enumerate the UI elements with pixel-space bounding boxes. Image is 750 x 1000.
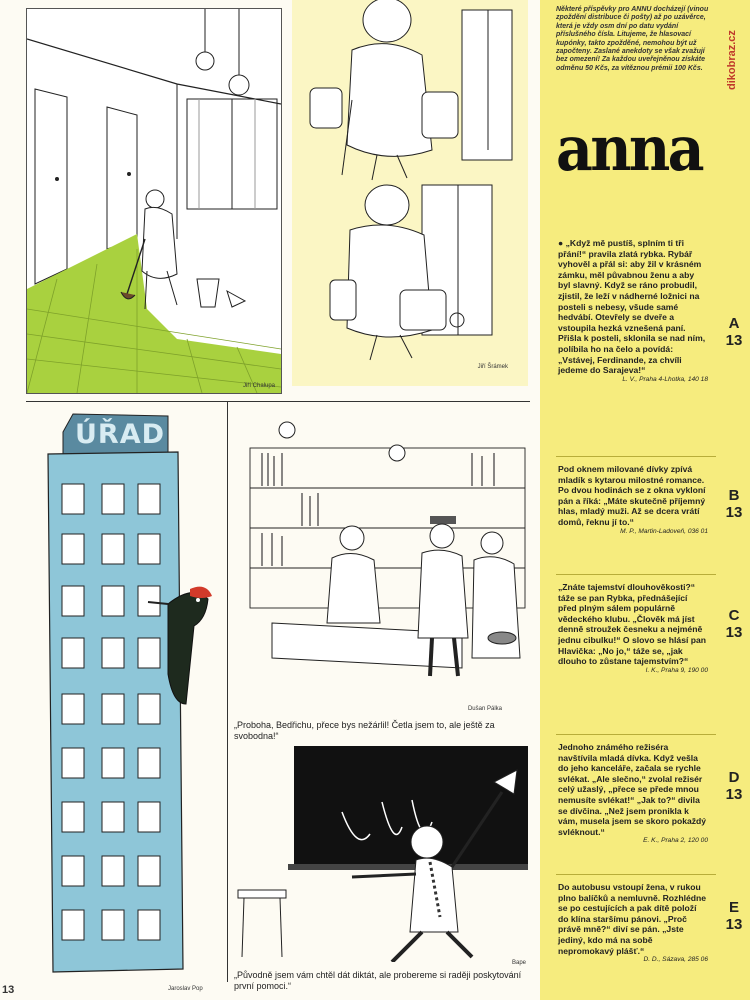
joke-text: ● „Když mě pustíš, splním ti tři přání!“ pravila zlatá rybka. Rybář vyhověl a přál si: aby žil v krásném zámku, měl půvabnou ženu a aby byl slavný. Když se ráno probudil, zjistil, že leží v nádherné ložnici na posteli s nebesy, všude samé hedvábí. Otevřely se dveře a vstoupila hezká vznešená paní. Přišla k posteli, sklonila se nad ním, políbila ho na čelo a povídá: „Vstávej, Ferdinande, za chvíli jedeme do Sarajeva!“ [558, 238, 706, 376]
anna-masthead: anna [556, 112, 702, 185]
cartoon-sramek [292, 0, 528, 386]
joke-text: Jednoho známého režiséra navštívila mladá dívka. Když vešla do jeho kanceláře, začala se rychle svlékat. „Ale slečno,“ zvolal režisér celý užaslý, „přece se přede mnou nemusíte svlékat!“ „Jak to?“ divila se dívčina. „Než jsem pronikla k vám, musela jsem se skoro pokaždý svléknout.“ [558, 742, 707, 837]
cartoon-palka [232, 408, 530, 753]
credit-chalupa: Jiří Chalupa [242, 383, 275, 389]
vote-letter: B [728, 487, 740, 504]
vote-letter: E [728, 899, 739, 916]
joke-signature: I. K., Praha 9, 190 00 [645, 666, 708, 674]
vote-letter: A [728, 315, 740, 332]
joke-divider [556, 574, 716, 575]
office-building-illustration [18, 404, 224, 994]
vote-tab-c[interactable] [722, 608, 746, 641]
joke-signature: M. P., Martin-Ladoveň, 036 01 [620, 527, 708, 535]
credit-sramek: Jiří Šrámek [477, 364, 508, 370]
credit-bape: Bape [511, 960, 526, 966]
blackboard-illustration [232, 742, 532, 962]
anna-intro-notice: Některé příspěvky pro ANNU docházejí (vinou zpoždění distribuce či pošty) až po uzávěrce, která je vždy osm dní po datu vydání příslušného čísla. Litujeme, že hlasovací kupónky, takto zpožděné, nemohou být už započteny. Zaslané anekdoty se však zvažují bez omezení! Za každou uveřejněnou získáte odměnu 50 Kčs, za vítěznou prémii 100 Kčs. [556, 6, 709, 72]
cartoon-bape [232, 742, 532, 996]
vote-number: 13 [725, 624, 743, 641]
site-watermark: dikobraz.cz [726, 30, 738, 90]
joke-text: Do autobusu vstoupí žena, v rukou plno balíčků a nemluvně. Rozhlédne se po cestujících a pak dítě položí do klína staršímu pánovi. „Proč právě mně?“ diví se pán. „Jste jediný, kdo má na sobě nepromokavý plášť.“ [558, 882, 707, 956]
vote-number: 13 [725, 916, 743, 933]
corridor-illustration [27, 9, 281, 393]
vote-number: 13 [725, 332, 743, 349]
woman-with-bags-illustration [292, 0, 528, 386]
caption-bape: „Původně jsem vám chtěl dát diktát, ale probereme si raději poskytování první pomoci.“ [234, 970, 522, 991]
credit-pop: Jaroslav Pop [168, 986, 203, 992]
joke-divider [556, 456, 716, 457]
vote-letter: D [728, 769, 740, 786]
joke-signature: E. K., Praha 2, 120 00 [643, 837, 708, 845]
joke-signature: D. D., Sázava, 285 06 [643, 956, 708, 964]
vote-tab-b[interactable] [722, 488, 746, 521]
joke-divider [556, 734, 716, 735]
caption-palka: „Proboha, Bedřichu, přece bys nežárlil! Četla jsem to, ale ještě za svobodna!“ [234, 720, 495, 741]
joke-divider [556, 874, 716, 875]
column-divider [227, 402, 228, 982]
joke-a [558, 238, 708, 384]
joke-c [558, 582, 708, 675]
joke-text: „Znáte tajemství dlouhověkosti?“ táže se pan Rybka, přednášející před plným sálem populárně vědeckého klubu. „Člověk má jíst denně stroužek česneku a nejméně jednu cibulku!“ O slovo se hlásí pan Hlavička: „No jo,“ táže se, „jak dlouho to zůstane tajemstvím?“ [558, 582, 707, 667]
vote-tab-e[interactable] [722, 900, 746, 933]
vote-tab-a[interactable] [722, 316, 746, 349]
credit-palka: Dušan Pálka [467, 706, 502, 712]
cartoon-pop [18, 404, 224, 994]
vote-tab-d[interactable] [722, 770, 746, 803]
cartoon-chalupa [26, 8, 282, 394]
joke-e [558, 882, 708, 964]
vote-number: 13 [725, 504, 743, 521]
joke-d [558, 742, 708, 845]
building-sign: ÚŘAD [74, 419, 166, 450]
joke-b [558, 464, 708, 536]
vote-letter: C [728, 607, 740, 624]
joke-text: Pod oknem milované dívky zpívá mladík s kytarou milostné romance. Po dvou hodinách se z okna vykloní pán a říká: „Máte skutečně příjemný hlas, mladý muži. Až se dcera vrátí domů, řeknu jí to.“ [558, 464, 706, 527]
joke-signature: L. V., Praha 4-Lhotka, 140 18 [622, 375, 708, 383]
bookshop-illustration [232, 408, 530, 713]
page-number: 13 [2, 984, 15, 996]
vote-number: 13 [725, 786, 743, 803]
section-divider [26, 401, 530, 402]
